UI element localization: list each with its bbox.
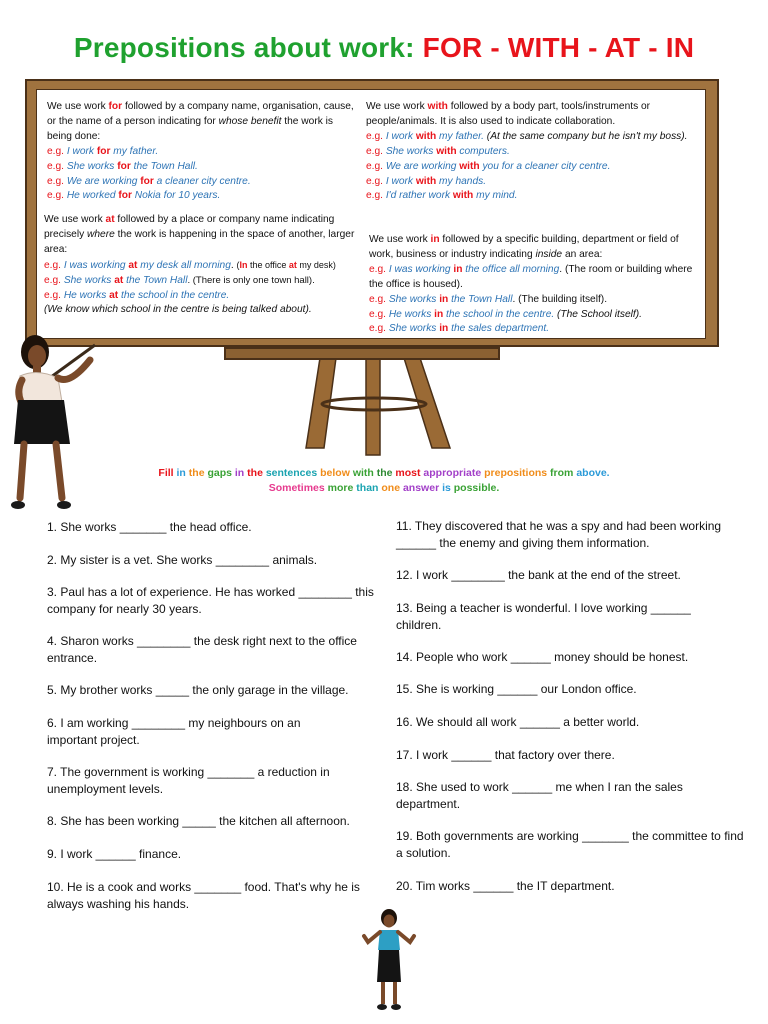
- with-example: e.g. I work with my father. (At the same company but he isn't my boss).: [366, 130, 688, 142]
- question-12: 12. I work ________ the bank at the end of the street.: [396, 568, 681, 582]
- for-example: e.g. I work for my father.: [47, 145, 159, 157]
- instructions-line-2: Sometimes more than one answer is possible.: [268, 482, 500, 494]
- in-example: e.g. I was working in the office all morning. (The room or building where the office is housed).: [369, 263, 693, 290]
- for-intro: We use work for followed by a company name, organisation, cause, or the name of a person indicating for whose benefit the work is being done:: [47, 101, 354, 142]
- for-example: e.g. She works for the Town Hall.: [47, 160, 198, 172]
- in-intro: We use work in followed by a specific building, department or field of work, business or industry indicating inside an area:: [369, 234, 679, 260]
- with-intro: We use work with followed by a body part, tools/instruments or people/animals. It is also used to indicate collaboration.: [366, 101, 651, 127]
- question-4: 4. Sharon works ________ the desk right next to the office entrance.: [47, 634, 357, 665]
- in-example: e.g. She works in the Town Hall. (The building itself).: [369, 293, 608, 305]
- question-11: 11. They discovered that he was a spy and had been working ______ the enemy and giving them information.: [396, 519, 722, 550]
- for-example: e.g. We are working for a cleaner city centre.: [47, 175, 251, 187]
- question-14: 14. People who work ______ money should be honest.: [396, 650, 689, 664]
- at-example: e.g. He works at the school in the centre.: [44, 289, 230, 301]
- question-20: 20. Tim works ______ the IT department.: [396, 879, 615, 893]
- at-example: e.g. She works at the Town Hall. (There is only one town hall).: [44, 274, 315, 286]
- question-1: 1. She works _______ the head office.: [47, 520, 252, 534]
- question-13: 13. Being a teacher is wonderful. I love working ______ children.: [396, 601, 691, 632]
- in-example: e.g. He works in the school in the centre. (The School itself).: [369, 308, 642, 320]
- at-intro: We use work at followed by a place or company name indicating precisely where the work is happening in the space of another, larger area:: [44, 214, 355, 255]
- question-16: 16. We should all work ______ a better world.: [396, 715, 640, 729]
- question-17: 17. I work ______ that factory over there.: [396, 748, 615, 762]
- question-3: 3. Paul has a lot of experience. He has worked ________ this company for nearly 30 years.: [47, 585, 374, 616]
- question-5: 5. My brother works _____ the only garage in the village.: [47, 683, 349, 697]
- in-example: e.g. She works in the sales department.: [369, 323, 550, 335]
- question-15: 15. She is working ______ our London office.: [396, 682, 637, 696]
- title-part-1: Prepositions about work:: [73, 32, 423, 63]
- title-part-2: FOR - WITH - AT - IN: [422, 32, 695, 63]
- question-8: 8. She has been working _____ the kitchen all afternoon.: [47, 814, 350, 828]
- with-example: e.g. I work with my hands.: [366, 175, 487, 187]
- question-9: 9. I work ______ finance.: [47, 847, 182, 861]
- question-7: 7. The government is working _______ a reduction in unemployment levels.: [47, 765, 330, 796]
- for-example: e.g. He worked for Nokia for 10 years.: [47, 190, 221, 202]
- with-example: e.g. We are working with you for a cleaner city centre.: [366, 160, 611, 172]
- at-example: e.g. I was working at my desk all morning. (In the office at my desk): [44, 259, 336, 271]
- with-example: e.g. I'd rather work with my mind.: [366, 190, 518, 202]
- question-19: 19. Both governments are working _______ the committee to find a solution.: [396, 829, 744, 860]
- question-2: 2. My sister is a vet. She works ________ animals.: [47, 553, 318, 567]
- question-6: 6. I am working ________ my neighbours on an important project.: [47, 716, 301, 747]
- instructions-line-1: Fill in the gaps in the sentences below with the most appropriate prepositions from above.: [158, 467, 610, 479]
- with-example: e.g. She works with computers.: [366, 145, 510, 157]
- question-18: 18. She used to work ______ me when I ran the sales department.: [396, 780, 683, 811]
- at-note: (We know which school in the centre is being talked about).: [44, 304, 312, 316]
- question-10: 10. He is a cook and works _______ food. That's why he is always washing his hands.: [47, 880, 360, 911]
